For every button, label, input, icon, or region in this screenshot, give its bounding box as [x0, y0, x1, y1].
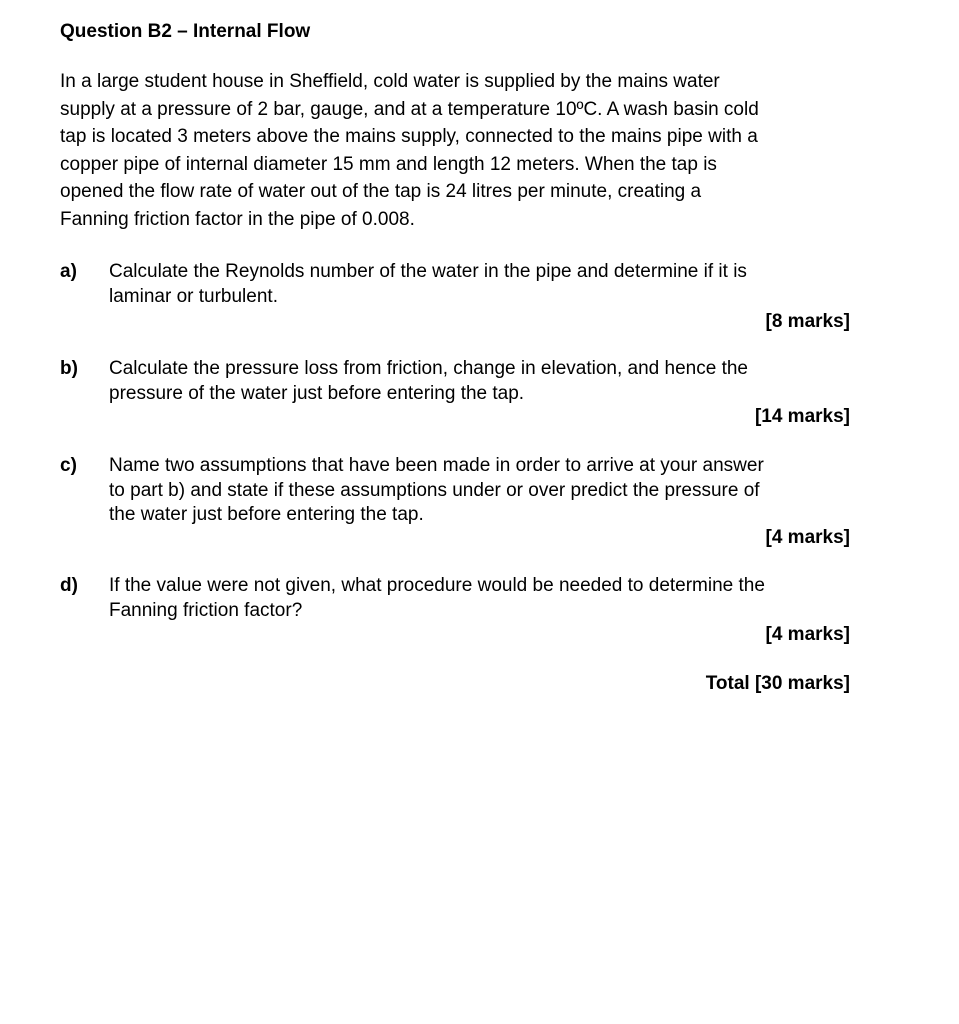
- part-c-marks: [4 marks]: [765, 527, 850, 548]
- part-line: Name two assumptions that have been made in order to arrive at your answer: [109, 455, 764, 476]
- intro-line: Fanning friction factor in the pipe of 0.008.: [60, 208, 415, 230]
- part-line: Calculate the Reynolds number of the water in the pipe and determine if it is: [109, 261, 747, 282]
- part-a-marks: [8 marks]: [765, 311, 850, 332]
- part-line: If the value were not given, what procedure would be needed to determine the: [109, 575, 765, 596]
- part-line: Fanning friction factor?: [109, 599, 303, 621]
- part-d-label: d): [60, 575, 78, 596]
- question-intro: [60, 68, 860, 234]
- part-c-text: [109, 454, 849, 528]
- total-marks: Total [30 marks]: [705, 673, 850, 694]
- part-line: Calculate the pressure loss from friction, change in elevation, and hence the: [109, 358, 748, 379]
- part-line: to part b) and state if these assumptions under or over predict the pressure of: [109, 479, 760, 501]
- part-b-label: b): [60, 358, 78, 379]
- part-b-marks: [14 marks]: [754, 406, 850, 427]
- part-c-label: c): [60, 455, 77, 476]
- part-b-text: [109, 357, 849, 406]
- part-line: pressure of the water just before entering the tap.: [109, 382, 525, 404]
- intro-line: opened the flow rate of water out of the tap is 24 litres per minute, creating a: [60, 181, 702, 203]
- intro-line: tap is located 3 meters above the mains supply, connected to the mains pipe with a: [60, 126, 758, 148]
- intro-line: supply at a pressure of 2 bar, gauge, and at a temperature 10ºC. A wash basin cold: [60, 98, 759, 120]
- question-title: Question B2 – Internal Flow: [60, 21, 311, 42]
- part-d-text: [109, 574, 849, 623]
- part-a-label: a): [60, 261, 77, 282]
- part-line: laminar or turbulent.: [109, 285, 278, 307]
- intro-line: In a large student house in Sheffield, cold water is supplied by the mains water: [60, 71, 720, 92]
- part-a-text: [109, 260, 849, 309]
- part-d-marks: [4 marks]: [765, 624, 850, 645]
- part-line: the water just before entering the tap.: [109, 504, 424, 525]
- intro-line: copper pipe of internal diameter 15 mm and length 12 meters. When the tap is: [60, 153, 717, 175]
